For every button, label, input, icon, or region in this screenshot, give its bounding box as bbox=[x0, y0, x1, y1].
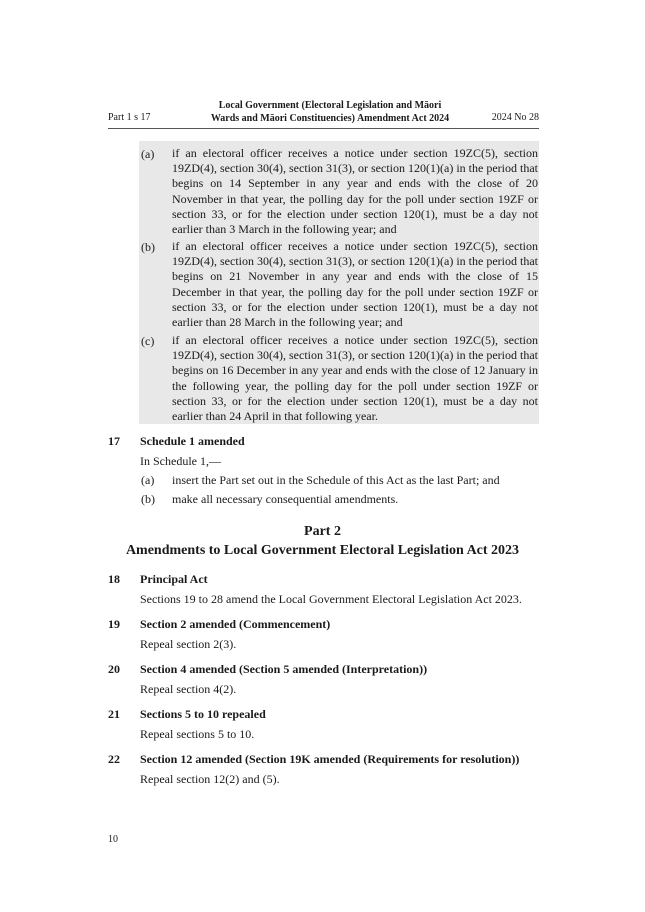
running-header-act-number: 2024 No 28 bbox=[491, 112, 539, 123]
part-label: Part 2 bbox=[304, 524, 341, 539]
inserted-paragraph-text: if an electoral officer receives a notice under section 19ZC(5), section 19ZD(4), section 30(4), section 31(3), or section 120(1)(a) in the period that begins on 16 December in any year and ends with the close of 12 January in the following year, the polling day for the poll under section 19ZF or section 33, or for the election under section 120(1), must be a day not earlier than 24 April in that following year. bbox=[172, 333, 538, 424]
header-rule bbox=[108, 128, 539, 129]
section-heading: Principal Act bbox=[140, 572, 208, 586]
inserted-paragraph-label: (a) bbox=[141, 147, 155, 161]
inserted-paragraph-text: if an electoral officer receives a notice under section 19ZC(5), section 19ZD(4), section 30(4), section 31(3), or section 120(1)(a) in the period that begins on 21 November in any year and ends with the close of 15 December in that year, the polling day for the poll under section 19ZF or section 33, or for the election under section 120(1), must be a day not earlier than 28 March in the following year; and bbox=[172, 239, 538, 330]
page-number: 10 bbox=[108, 834, 118, 845]
section-number: 18 bbox=[108, 572, 120, 586]
inserted-paragraph-label: (c) bbox=[141, 334, 155, 348]
section-heading: Sections 5 to 10 repealed bbox=[140, 707, 266, 721]
section-number: 22 bbox=[108, 752, 120, 766]
section-number: 20 bbox=[108, 662, 120, 676]
header-title-line1: Local Government (Electoral Legislation and Māori bbox=[218, 100, 442, 111]
inserted-paragraph-label: (b) bbox=[141, 240, 155, 254]
list-item-text: make all necessary consequential amendments. bbox=[172, 492, 399, 506]
header-title-line2: Wards and Māori Constituencies) Amendment Act 2024 bbox=[210, 113, 450, 124]
list-item-label: (b) bbox=[141, 492, 155, 506]
running-header-part: Part 1 s 17 bbox=[108, 112, 151, 123]
section-body: Repeal sections 5 to 10. bbox=[140, 727, 255, 741]
section-body: Repeal section 12(2) and (5). bbox=[140, 772, 280, 786]
section-number: 21 bbox=[108, 707, 120, 721]
section-body: Sections 19 to 28 amend the Local Government Electoral Legislation Act 2023. bbox=[140, 592, 522, 606]
section-heading: Schedule 1 amended bbox=[140, 434, 245, 448]
section-body: Repeal section 4(2). bbox=[140, 682, 237, 696]
section-heading: Section 2 amended (Commencement) bbox=[140, 617, 331, 631]
section-number: 19 bbox=[108, 617, 120, 631]
list-item-text: insert the Part set out in the Schedule of this Act as the last Part; and bbox=[172, 473, 500, 487]
section-heading: Section 12 amended (Section 19K amended (Requirements for resolution)) bbox=[140, 752, 520, 766]
section-heading: Section 4 amended (Section 5 amended (Interpretation)) bbox=[140, 662, 428, 676]
inserted-paragraph-text: if an electoral officer receives a notice under section 19ZC(5), section 19ZD(4), section 30(4), section 31(3), or section 120(1)(a) in the period that begins on 14 September in any year and ends with the close of 20 November in that year, the polling day for the poll under section 19ZF or section 33, or for the election under section 120(1), must be a day not earlier than 3 March in the following year; and bbox=[172, 146, 538, 237]
section-body: Repeal section 2(3). bbox=[140, 637, 237, 651]
part-title: Amendments to Local Government Electoral Legislation Act 2023 bbox=[125, 543, 520, 558]
running-header-title bbox=[190, 99, 470, 125]
section-intro: In Schedule 1,— bbox=[140, 454, 221, 468]
list-item-label: (a) bbox=[141, 473, 155, 487]
section-number: 17 bbox=[108, 434, 120, 448]
